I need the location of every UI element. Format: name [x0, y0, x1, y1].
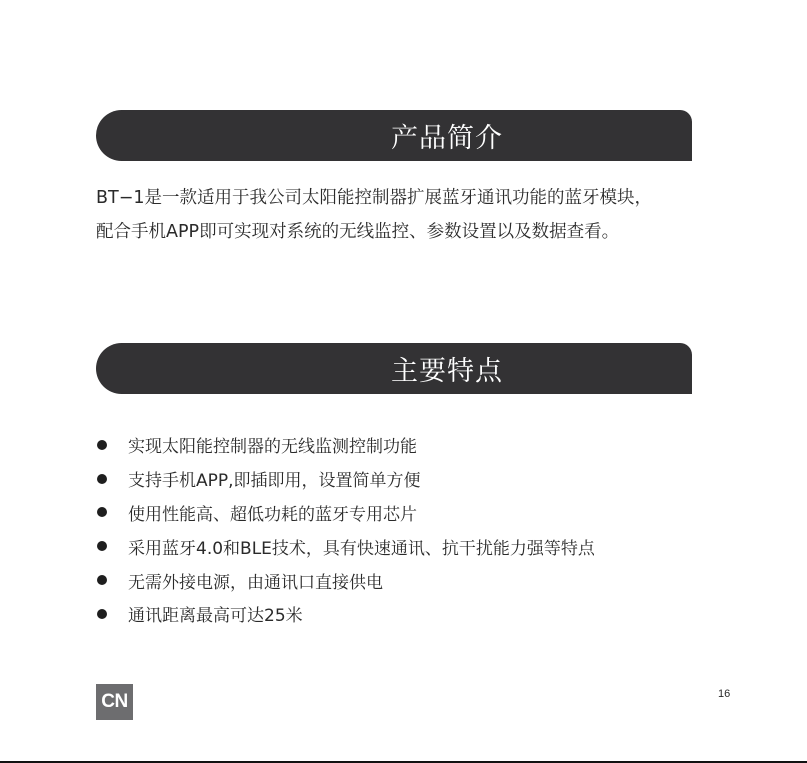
product-intro-paragraph [96, 181, 716, 249]
feature-text: 无需外接电源，由通讯口直接供电 [128, 572, 383, 593]
feature-text: 通讯距离最高可达25米 [128, 606, 303, 627]
feature-item [96, 428, 595, 462]
section-header-product-intro [96, 110, 692, 161]
section-title-product-intro: 产品简介 [391, 123, 503, 154]
feature-item [96, 597, 595, 631]
bullet-icon [97, 575, 107, 585]
bullet-icon [97, 609, 107, 619]
section-title-main-features: 主要特点 [391, 356, 503, 387]
feature-text: 实现太阳能控制器的无线监测控制功能 [128, 437, 417, 458]
feature-text: 支持手机APP,即插即用，设置简单方便 [128, 471, 421, 492]
bullet-icon [97, 440, 107, 450]
bullet-icon [97, 507, 107, 517]
feature-text: 使用性能高、超低功耗的蓝牙专用芯片 [128, 504, 417, 525]
bullet-icon [97, 474, 107, 484]
feature-list [96, 428, 595, 631]
bullet-icon [97, 541, 107, 551]
language-badge: CN [96, 684, 133, 720]
page-number: 16 [718, 688, 731, 700]
feature-item [96, 496, 595, 530]
section-header-main-features [96, 343, 692, 394]
feature-text: 采用蓝牙4.0和BLE技术，具有快速通讯、抗干扰能力强等特点 [128, 538, 595, 559]
feature-item [96, 462, 595, 496]
intro-line-2: 配合手机APP即可实现对系统的无线监控、参数设置以及数据查看。 [96, 222, 620, 242]
intro-line-1: BT−1是一款适用于我公司太阳能控制器扩展蓝牙通讯功能的蓝牙模块， [96, 188, 652, 208]
feature-item [96, 563, 595, 597]
feature-item [96, 529, 595, 563]
